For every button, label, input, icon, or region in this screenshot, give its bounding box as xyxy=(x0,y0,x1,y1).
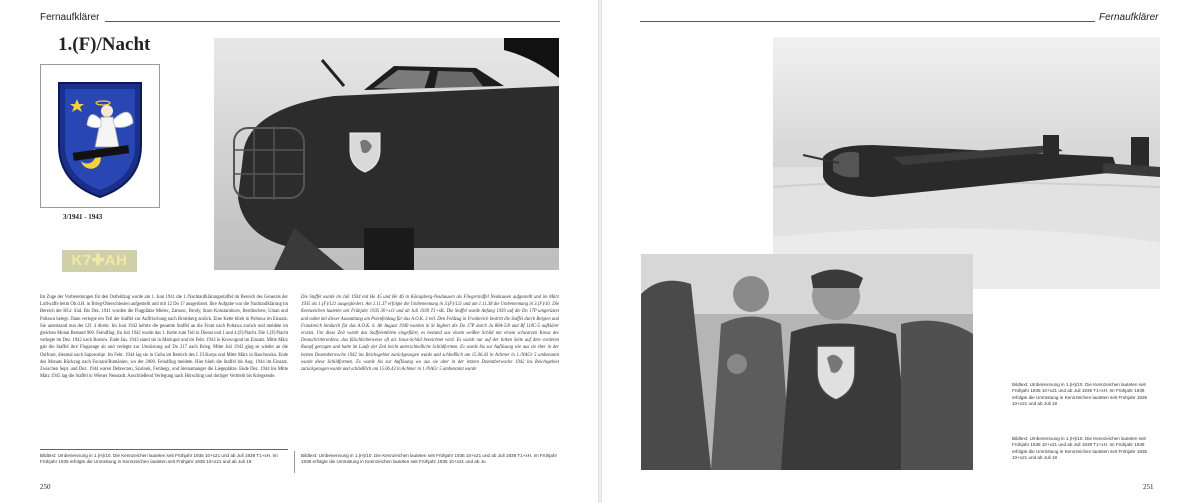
crew-with-emblem-photo xyxy=(641,254,973,470)
crashed-aircraft-snow-photo xyxy=(773,37,1160,289)
aircraft-nose-photo xyxy=(214,38,559,270)
aircraft-code-plate: K7✚AH xyxy=(62,250,137,272)
page-number: 251 xyxy=(1143,483,1154,491)
right-page xyxy=(602,0,1200,503)
body-column-1: Im Zuge der Vorbereitungen für den Ostfeldzug wurde am 1. Juni 1941 die 1./Nachtaufklärungsstaffel im Bereich des Generals der Luftwaffe beim Ob.d.H. in Brieg/Oberschlesien aufgestellt und mit 12 Do 17 ausgerüstet. Ihre Aufgabe war die Nachtaufklärung im Bereich der HGr. Süd. Bis Dez. 1941 wurden die Flugplätze Mielec, Zamosc, Brody, Staro Konstantinow, Berditschew, Uman und Poltawa belegt. Dann verlegte ein Teil der Staffel zur Auffrischung nach Bromberg zurück. Eine Kette blieb in Poltawa im Einsatz. Sie unterstand nun der Lfl. 4 direkt. Im Juni 1942 kehrte die gesamte Staffel an die Front nach Poltawa zurück und meldete im gleichen Monat Bestand 900. Feindflug. Im Juli 1942 wurde das 1. Kette zum Teil in Dienst und 1 und 4.(F)/Nacht. Die 1.(F)/Nacht verlegte im Dez. 1942 nach Rostow. Ende Jan. 1943 stand sie in Mariupol und im Febr. 1943 in Krowograd im Einsatz. Mitte März gab die Staffel ihre Flugzeuge ab und verlegte zur Umrüstung auf Do 217 nach Brieg. Mitte Juli 1943 ging es wieder an die Ostfront, diesmal nach Saporoshje. Im Febr. 1944 lag sie in Golta im Bereich des I. Fl.Korps und Mitte März in Raschowka. Ende des Monats Rückzug nach Focsani/Rumänien, wo der 2000. Feindflug meldete. Hier blieb die Staffel bis Aug. 1944 im Einsatz. Zwischen Sept. und Dez. 1944 waren Debreczen, Szolnok, Ferihegy, und Steinamanger die Liegeplätze. Ende Dez. 1944 bis Mitte März 1945 lag die Staffel in Wiener Neustadt. Anschließend Verlegung nach Hörsching und dortiger Verbleib bis Kriegsende. xyxy=(40,295,288,380)
body-column-2: Die Staffel wurde im Juli 1934 mit He 45 und He 46 in Königsberg-Neuhausen als Fliegerstaffel Neuhausen aufgestellt und im März 1935 als 1.(F)/121 ausgegliedert. Am 1.11.37 erfolgte die Umbenennung in 3.(F)/121 und am 1.11.38 die Umbenennung in 3.(F)/10. Die Kennzeichen lauteten seit Frühjahr 1935 30+x11 und ab Juli 1939 T1+xK. Die Staffel wurde Anfang 1939 auf die Do 17P umgerüstet und nahm mit dieser Ausstattung am Polenfeldzug für das A.O.K. 3 teil. Den Feldzug in Frankreich bestritt die Staffel durch Belgien und Frankreich hindurch für das A.O.K. 6. Ab August 1940 wurden in St Ingbert die Do 17P durch Ju 88A-5/8 und Bf 110C-5 aufklärer ersetzt. Um diese Zeit wurde das Staffelemblem eingeführt, es bestand aus einem weißen Schild mit einem schwarzen Kreuz des Deutschritterordens, das fälschlicherweise oft als Jesus-Schild bezeichnet wird. Es wurde nur auf der linken Seite auf dem vorderen Rumpf getragen und hatte im Laufe der Zeit leicht unterschiedliche Schildformen. Es wurde bis zur Auflösung wie aus sie eher in der letzten Dezemberwoche 1942 ins Reichsgebiet zurückgezogen wurde und schließlich am 15.06.43 in Achmer in 1./NAGr 5 umbenannt wurde diese Schildformen. Es wurde bis zur Auflösung wo aus sie aber in der letzten Dezemberwoche 1942 ins Reichsgebiet zurückgezogen wurde und schließlich am 15.06.43 in Achmer in 1./NAGr 5 umbenannt wurde xyxy=(301,295,559,373)
emblem-frame xyxy=(40,64,160,208)
caption-divider xyxy=(294,451,295,473)
photo-caption-1: Bildtext: Umbenennung in 1.(H)/10. Die Kennzeichen lauteten seit Frühjahr 1935 10+x21 und ab Juli 1939 T1+xH. Im Frühjahr 1939 erfolgte die Umrüstung in Kennzeichen lauteten seit Frühjahr 1935 10+x21 und ab Juli 19 xyxy=(40,453,278,465)
running-header: Fernaufklärer xyxy=(1099,12,1159,23)
page-title: 1.(F)/Nacht xyxy=(58,34,151,55)
page-number: 250 xyxy=(40,483,51,491)
left-page xyxy=(0,0,598,503)
header-rule xyxy=(640,21,1095,22)
photo-caption-1: Bildtext: Umbenennung in 1.(H)/10. Die Kennzeichen lauteten seit Frühjahr 1935 10+x21 und ab Juli 1939 T1+xH. Im Frühjahr 1939 erfolgte die Umrüstung in Kennzeichen lauteten seit Frühjahr 1935 10+x21 und ab Juli 19 xyxy=(1012,382,1148,407)
service-period: 3/1941 - 1943 xyxy=(63,213,103,221)
running-header: Fernaufklärer xyxy=(40,12,100,23)
photo-caption-2: Bildtext: Umbenennung in 1.(H)/10. Die Kennzeichen lauteten seit Frühjahr 1935 10+x21 und ab Juli 1939 T1+xH. Im Frühjahr 1939 erfolgte die Umrüstung in Kennzeichen lauteten seit Frühjahr 1935 10+x21 und ab Ju xyxy=(301,453,558,465)
bat-angel-crest-emblem xyxy=(41,65,159,207)
header-rule xyxy=(105,21,560,22)
photo-caption-2: Bildtext: Umbenennung in 1.(H)/10. Die Kennzeichen lauteten seit Frühjahr 1935 10+x21 und ab Juli 1939 T1+xH. Im Frühjahr 1939 erfolgte die Umrüstung in Kennzeichen lauteten seit Frühjahr 1935 10+x21 und ab Juli 19 xyxy=(1012,436,1148,461)
caption-rule-1 xyxy=(40,449,288,450)
